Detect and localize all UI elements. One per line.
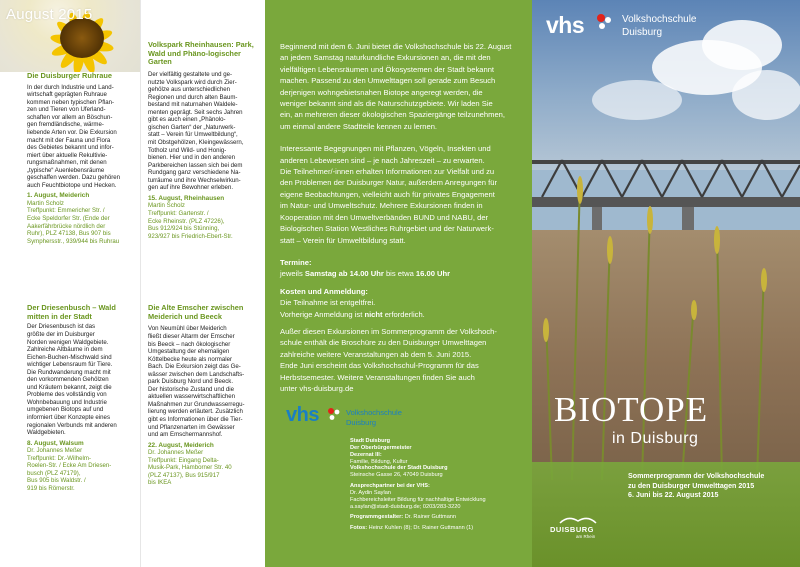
- body-line: bienen. Hier und in den anderen: [148, 154, 236, 162]
- body-line: Von Neumühl über Meiderich: [148, 325, 227, 333]
- meta-line: Treffpunkt: Dr.-Wilhelm-: [27, 454, 91, 462]
- cover-subtitle: in Duisburg: [612, 430, 699, 447]
- section-meta: [148, 202, 264, 240]
- body-line: miert über aktuelle Rekultivie-: [27, 151, 108, 159]
- body-line: park Duisburg Nord und Beeck.: [148, 378, 234, 386]
- cooperation-line: eigene Beobachtungen, vielleicht auch für privates Engagement: [280, 189, 495, 199]
- body-line: aktuellen wasserwirtschaftlichen: [148, 393, 236, 401]
- body-line: fließt dieser Altarm der Emscher: [148, 332, 235, 340]
- vhs-logo-word: vhs: [286, 404, 319, 426]
- body-line: nutzte Volkspark wird durch Zier-: [148, 78, 237, 86]
- body-line: Parkbereichen lassen sich bei dem: [148, 161, 243, 169]
- intro-line: machen. Passend zu den Umwelttagen soll gerade zum Besuch: [280, 76, 496, 86]
- imprint-line: Der Oberbürgermeister: [350, 444, 412, 451]
- outro-line: schule enthält die Broschüre zu den Duisburger Umwelttagen: [280, 338, 487, 348]
- cooperation-line: Die Teilnehmer/-innen erhalten Informationen zur Vielfalt und zu: [280, 167, 495, 177]
- vhs-logo: [286, 402, 456, 436]
- body-line: bestand mit naturnahen Waldele-: [148, 101, 238, 109]
- body-line: größte der im Duisburger: [27, 330, 95, 338]
- body-line: Bach. Die Exkursion zeigt das Ge-: [148, 363, 241, 371]
- cooperation-line: den Problemen der Duisburger Natur, außerdem Anregungen für: [280, 178, 497, 188]
- vhs-cover-sub2: Duisburg: [622, 27, 663, 38]
- section-date: 22. August, Meiderich: [148, 441, 214, 449]
- meta-line: busch (PLZ 47179),: [27, 469, 81, 477]
- body-line: Wohnbebauung und Industrie: [27, 398, 107, 406]
- section-title: Die Duisburger Ruhraue: [27, 71, 113, 80]
- meta-line: Ecke Speldorfer Str. (Ende der: [27, 215, 110, 222]
- body-line: In der durch Industrie und Land-: [27, 83, 114, 91]
- meta-line: Dr. Johannes Meßer: [27, 447, 83, 455]
- meta-line: Dr. Johannes Meßer: [148, 449, 204, 457]
- imprint-line: Stadt Duisburg: [350, 438, 391, 444]
- section-body: [27, 323, 137, 436]
- intro-line: weniger bekannt sind als die Naturschutzgebiete. Wir laden Sie: [280, 99, 493, 109]
- body-line: menten geprägt. Seit sechs Jahren: [148, 108, 243, 116]
- cover-program-text: [628, 472, 764, 501]
- body-line: zen und Tieren von Uferland-: [27, 106, 106, 114]
- body-line: gibt es Informationen über die Tier-: [148, 415, 243, 423]
- body-line: turräume und ihre Wechselwirkun-: [148, 176, 241, 184]
- body-line: und am Emschermannshof.: [148, 431, 223, 439]
- cover-program-line: 6. Juni bis 22. August 2015: [628, 491, 719, 500]
- info-text: [280, 41, 520, 394]
- meta-line: Ecke Rheinstr. (PLZ 47226),: [148, 217, 225, 225]
- section-title: Der Driesenbusch – Wald mitten in der Stadt: [27, 303, 116, 321]
- body-line: gischen Garten“ der „Naturwerk-: [148, 123, 236, 131]
- body-line: bis Beeck – nach ökologischer: [148, 340, 231, 348]
- outro-paragraph: [280, 326, 520, 394]
- cooperation-line: Biologischen Station Westliches Ruhrgebiet und der Naturwerk-: [280, 224, 494, 234]
- body-line: Der vielfältig gestaltete und ge-: [148, 71, 233, 79]
- meta-line: bis IKEA: [148, 479, 172, 487]
- body-line: Rundgang ganz verschiedene Na-: [148, 169, 241, 177]
- kosten-line-1: Die Teilnahme ist entgeltfrei.: [280, 298, 376, 308]
- sunflower-photo: [0, 0, 140, 72]
- body-line: geschaffen werden. Dazu gehören: [27, 174, 121, 182]
- cooperation-line: Interessante Begegnungen mit Pflanzen, Vögeln, Insekten und: [280, 144, 491, 154]
- duisburg-wave-icon: [558, 515, 598, 525]
- imprint-line: Dezernat III:: [350, 451, 382, 458]
- meta-line: Martin Scholz: [148, 202, 185, 210]
- body-line: wirtschaft geprägten Ruhraue: [27, 91, 107, 99]
- outro-line: unter vhs-duisburg.de: [280, 383, 354, 393]
- month-label: August 2015: [6, 6, 93, 23]
- intro-line: Beginnend mit dem 6. Juni bietet die Volkshochschule bis 22. August: [280, 42, 512, 51]
- section-body: [148, 71, 264, 192]
- body-line: gehölze aus unterschiedlichen: [148, 86, 230, 94]
- body-line: gen auf ihre Bewohner erleben.: [148, 184, 234, 192]
- imprint: [350, 438, 525, 532]
- section-volkspark: [148, 41, 264, 240]
- termine-line: jeweils Samstag ab 14.00 Uhr bis etwa 16.00 Uhr: [280, 269, 451, 279]
- cooperation-line: anderen Lebewesen sind – je nach Jahreszeit – zu erwarten.: [280, 155, 485, 165]
- meta-line: Treffpunkt: Emmericher Str. /: [27, 207, 105, 215]
- vhs-cover-logo: [546, 8, 746, 46]
- section-meta: [27, 447, 137, 492]
- section-body: [27, 84, 137, 190]
- imprint-line: Fachbereichsleiter Bildung für nachhaltige Entwicklung: [350, 496, 486, 503]
- cooperation-line: statt – Verein für Umweltbildung statt.: [280, 235, 406, 245]
- outro-line: Ende Juni erscheint das Volkshochschul-Programm für das: [280, 361, 479, 371]
- meta-line: (PLZ 47137), Bus 915/917: [148, 471, 220, 479]
- cooperation-paragraph: [280, 143, 520, 246]
- body-line: lierung werden erläutert. Zusätzlich: [148, 408, 243, 416]
- section-date: 15. August, Rheinhausen: [148, 194, 225, 202]
- body-line: macht mit der Fauna und Flora: [27, 136, 111, 144]
- body-line: umgebenen Biotops auf und: [27, 406, 104, 414]
- body-line: mit Obstgehölzen, Kleingewässern,: [148, 139, 244, 147]
- meta-line: Treffpunkt: Gartenstr. /: [148, 209, 209, 217]
- imprint-line: Volkshochschule der Stadt Duisburg: [350, 465, 448, 472]
- intro-line: um einmal andere Stadtteile kennen zu lernen.: [280, 121, 438, 131]
- body-line: Maßnahmen zur Grundwasserregu-: [148, 400, 245, 408]
- cover-program-line: zu den Duisburger Umwelttagen 2015: [628, 481, 755, 490]
- section-date: 1. August, Meiderich: [27, 192, 90, 200]
- section-body: [148, 325, 264, 438]
- intro-line: vielfältigen Lebensräumen und Ökosystemen der Stadt bekannt: [280, 64, 495, 74]
- cooperation-line: im Natur- und Umweltschutz. Mehrere Exkursionen finden in: [280, 201, 483, 211]
- meta-line: Ruhr), PLZ 47138, Bus 907 bis: [27, 230, 111, 238]
- body-line: liebende Arten vor. Die Exkursion: [27, 128, 117, 136]
- body-line: den vorkommenden Gehölzen: [27, 376, 109, 384]
- imprint-line: a.saylan@stadt-duisburg.de; 0203/283-3220: [350, 503, 461, 510]
- imprint-line: Programmgestalter: Dr. Rainer Guttmann: [350, 514, 457, 521]
- imprint-line: Fotos: Heinz Kuhlen (8); Dr. Rainer Guttmann (1): [350, 525, 474, 532]
- body-line: Köttelbecke heute als normaler: [148, 355, 233, 363]
- meta-line: 923/927 bis Friedrich-Ebert-Str.: [148, 232, 233, 240]
- cover-title: BIOTOPE: [554, 390, 709, 429]
- vhs-cover-word: vhs: [546, 12, 585, 38]
- meta-line: Martin Scholz: [27, 199, 64, 207]
- body-line: Norden wenigen Waldgebiete.: [27, 338, 109, 346]
- body-line: Die Rundwanderung macht mit: [27, 368, 111, 376]
- intro-line: derjenigen wohngebietsnahen Biotope angeregt werden, die: [280, 87, 483, 97]
- duisburg-sub: am Rhein: [576, 534, 596, 539]
- meta-line: Bus 912/924 bis Stünning,: [148, 225, 220, 233]
- kosten-line-2: Vorherige Anmeldung ist nicht erforderlich.: [280, 309, 425, 319]
- body-line: „typische“ Auenlebensräume: [27, 166, 105, 174]
- body-line: gen fremdländische, wärme-: [27, 121, 104, 129]
- panel-volkspark: [140, 0, 265, 567]
- section-meta: [148, 449, 264, 487]
- body-line: des Gebietes bekannt und infor-: [27, 144, 114, 152]
- body-line: Der historische Zustand und die: [148, 385, 235, 393]
- body-line: Probleme des vollständig von: [27, 391, 107, 399]
- section-title: Volkspark Rheinhausen: Park, Wald und Phäno-logischer Garten: [148, 40, 254, 67]
- meta-line: Musik-Park, Hamborner Str. 40: [148, 464, 232, 472]
- outro-line: Außer diesen Exkursionen im Sommerprogramm der Volkshoch-: [280, 326, 497, 336]
- meta-line: 919 bis Römerstr.: [27, 484, 75, 492]
- body-line: Der Driesenbusch ist das: [27, 323, 96, 331]
- panel-ruhraue: [0, 0, 140, 567]
- duisburg-wordmark: DUISBURG: [550, 525, 595, 534]
- vhs-logo-sub1: Volkshochschule: [346, 408, 402, 417]
- vhs-dots-icon: [594, 12, 614, 32]
- meta-line: Symphersstr., 939/944 bis Ruhrau: [27, 237, 120, 245]
- body-line: schaften vor allem an Böschun-: [27, 113, 113, 121]
- body-line: Eichen-Buchen-Mischwald sind: [27, 353, 112, 361]
- termine-label: Termine:: [280, 257, 312, 267]
- outro-line: zahlreiche weitere Veranstaltungen ab dem 5. Juni 2015.: [280, 349, 472, 359]
- panel-info: [265, 0, 532, 567]
- outro-line: Herbstsemester. Weitere Veranstaltungen finden Sie auch: [280, 372, 475, 382]
- section-ruhraue: [27, 72, 137, 245]
- section-meta: [27, 200, 137, 245]
- kosten-label: Kosten und Anmeldung:: [280, 286, 368, 296]
- duisburg-city-logo: [550, 515, 610, 545]
- section-date: 8. August, Walsum: [27, 439, 84, 447]
- intro-line: an jedem Samstag naturkundliche Exkursionen an, die mit den: [280, 53, 491, 63]
- intro-paragraph: [280, 41, 520, 132]
- meta-line: Bus 905 bis Waldstr. /: [27, 477, 86, 485]
- cover-program-line: Sommerprogramm der Volkshochschule: [628, 472, 765, 480]
- imprint-line: Dr. Aydin Saylan: [350, 489, 391, 496]
- vhs-cover-sub1: Volkshochschule: [622, 14, 697, 25]
- body-line: Regionen und durch alten Baum-: [148, 93, 238, 101]
- body-line: regionalen Verbunds mit anderen: [27, 421, 117, 429]
- body-line: Umgestaltung der ehemaligen: [148, 348, 230, 356]
- section-title: Die Alte Emscher zwischen Meiderich und Beeck: [148, 303, 244, 321]
- body-line: auch Feuchtbiotope und Hecken.: [27, 181, 117, 189]
- vhs-logo-sub2: Duisburg: [346, 418, 377, 427]
- body-line: informiert über Konzepte eines: [27, 413, 110, 421]
- body-line: gibt es auch einen „Phänolo-: [148, 116, 226, 124]
- body-line: wässer zwischen dem Landschafts-: [148, 370, 245, 378]
- cooperation-line: Kooperation mit den Umweltverbänden BUND und NABU, der: [280, 212, 489, 222]
- body-line: und Kräutern bekannt, zeigt die: [27, 383, 112, 391]
- section-emscher: [148, 304, 264, 487]
- vhs-dots-icon: [326, 406, 342, 422]
- meta-line: Aakerfährbrücke nördlich der: [27, 222, 106, 230]
- body-line: und Pflanzenarten im Gewässer: [148, 423, 235, 431]
- imprint-line: Familie, Bildung, Kultur: [350, 458, 408, 465]
- body-line: Totholz und Wild- und Honig-: [148, 146, 227, 154]
- meta-line: Roelen-Str. / Ecke Am Driesen-: [27, 462, 112, 470]
- body-line: Waldgebieten.: [27, 429, 66, 437]
- body-line: rungsmaßnahmen, mit denen: [27, 159, 107, 167]
- intro-line: ein, an mehreren dieser ökologischen Spaziergänge teilzunehmen,: [280, 110, 506, 120]
- imprint-line: Ansprechpartner bei der VHS:: [350, 483, 430, 490]
- imprint-line: Steinsche Gasse 26, 47049 Duisburg: [350, 472, 443, 479]
- panel-cover: [532, 0, 800, 567]
- body-line: kommen neben typischen Pflan-: [27, 98, 115, 106]
- body-line: wichtiger Lebensraum für Tiere.: [27, 361, 113, 369]
- body-line: statt – Verein für Umweltbildung“,: [148, 131, 238, 139]
- meta-line: Treffpunkt: Eingang Delta-: [148, 456, 219, 464]
- body-line: Zahlreiche Altbäume in dem: [27, 346, 103, 354]
- section-driesenbusch: [27, 304, 137, 492]
